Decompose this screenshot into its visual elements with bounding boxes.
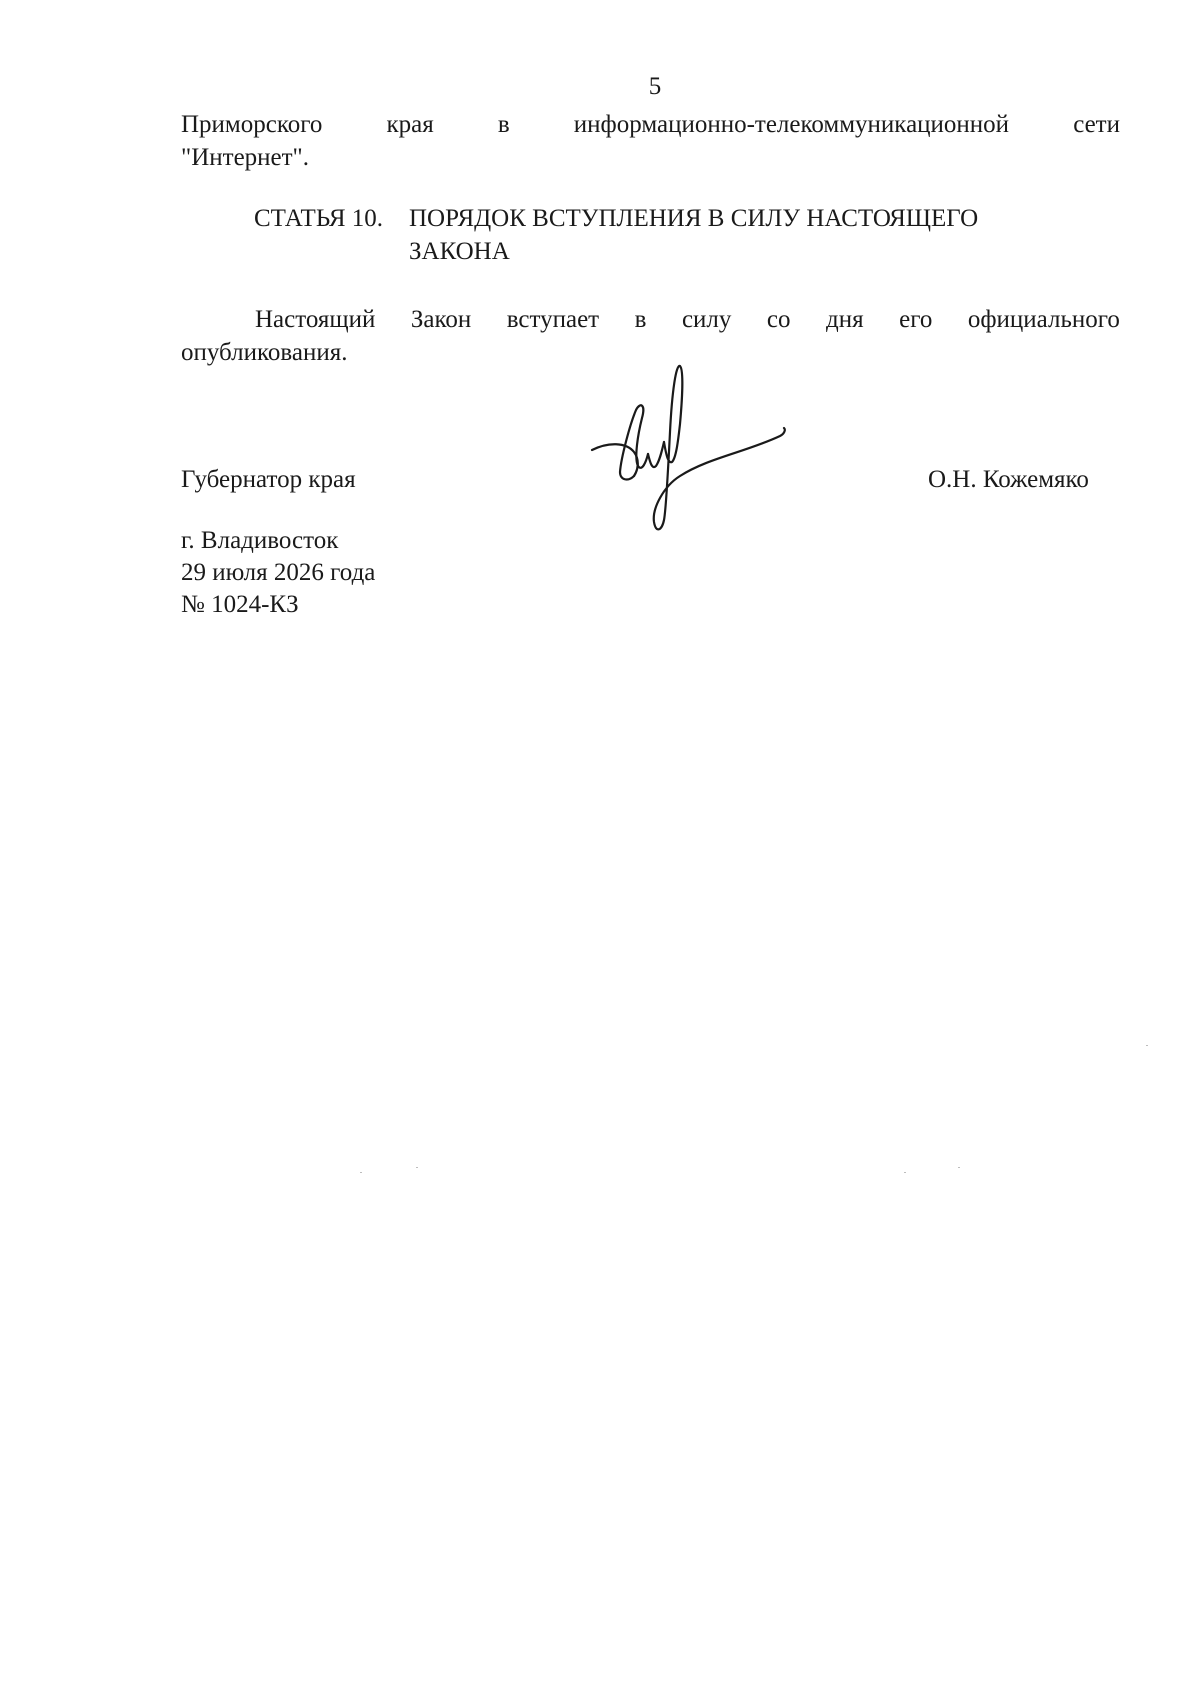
word: его	[899, 306, 933, 333]
law-number: № 1024-КЗ	[181, 591, 299, 618]
scan-speck	[958, 1167, 960, 1168]
article-title-line-1: ПОРЯДОК ВСТУПЛЕНИЯ В СИЛУ НАСТОЯЩЕГО	[409, 205, 979, 232]
word: Настоящий	[255, 306, 376, 333]
word: со	[766, 306, 791, 333]
scan-speck	[904, 1172, 906, 1173]
article-body-paragraph	[181, 303, 1120, 369]
word: информационно-телекоммуникационной	[573, 111, 1010, 138]
word: края	[386, 111, 434, 138]
scan-speck	[360, 1172, 362, 1173]
word: официального	[967, 306, 1120, 333]
article-heading	[254, 202, 978, 268]
paragraph-continuation	[181, 108, 1120, 174]
justified-line	[181, 108, 1120, 141]
word: дня	[826, 306, 864, 333]
word: в	[497, 111, 510, 138]
page-number: 5	[648, 73, 662, 100]
word: силу	[681, 306, 732, 333]
word: Закон	[410, 306, 472, 333]
scan-speck	[416, 1167, 418, 1168]
paragraph-last-line: "Интернет".	[181, 144, 310, 171]
paragraph-last-line: опубликования.	[181, 339, 348, 366]
law-footer	[181, 525, 375, 621]
article-number: СТАТЬЯ 10.	[254, 205, 384, 232]
signatory-title: Губернатор края	[181, 466, 356, 493]
word: в	[634, 306, 647, 333]
justified-line	[181, 303, 1120, 336]
article-title-line-2: ЗАКОНА	[409, 238, 510, 265]
word: Приморского	[181, 111, 323, 138]
signing-date: 29 июля 2026 года	[181, 559, 376, 586]
signatory-name: О.Н. Кожемяко	[928, 466, 1089, 493]
signing-city: г. Владивосток	[181, 527, 339, 554]
handwritten-signature	[580, 362, 790, 542]
word: вступает	[506, 306, 600, 333]
word: сети	[1073, 111, 1120, 138]
scan-speck	[1146, 1045, 1148, 1046]
